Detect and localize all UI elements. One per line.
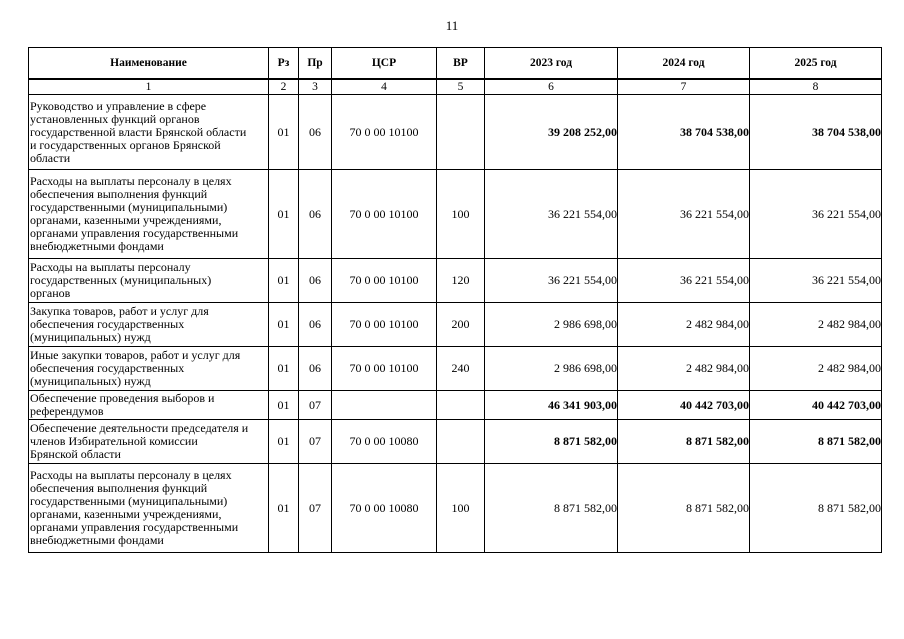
row-pr: 06 xyxy=(299,259,332,303)
row-name-line: области xyxy=(30,150,71,165)
row-name-line: членов Избирательной комиссии xyxy=(30,434,198,448)
row-name-line: Обеспечение проведения выборов и xyxy=(30,391,215,405)
row-vr: 100 xyxy=(437,464,485,553)
row-name-line: Иные закупки товаров, работ и услуг для xyxy=(30,348,241,362)
row-name xyxy=(29,303,269,347)
column-number: 5 xyxy=(437,79,485,95)
column-number: 6 xyxy=(485,79,618,95)
table-row xyxy=(29,464,882,553)
row-name xyxy=(29,464,269,553)
row-name-line: внебюджетными фондами xyxy=(30,239,164,253)
row-rz: 01 xyxy=(269,259,299,303)
row-csr: 70 0 00 10100 xyxy=(332,170,437,259)
row-rz: 01 xyxy=(269,464,299,553)
header-row xyxy=(29,48,882,80)
table-row xyxy=(29,170,882,259)
row-amount-2024: 2 482 984,00 xyxy=(618,303,750,347)
table-row xyxy=(29,420,882,464)
header-2023: 2023 год xyxy=(485,48,618,80)
row-name xyxy=(29,170,269,259)
row-csr xyxy=(332,391,437,420)
budget-table xyxy=(28,47,882,553)
row-pr: 07 xyxy=(299,420,332,464)
column-number: 1 xyxy=(29,79,269,95)
row-amount-2023: 8 871 582,00 xyxy=(485,464,618,553)
row-name-line: референдумов xyxy=(30,404,104,418)
table-row xyxy=(29,391,882,420)
row-pr: 06 xyxy=(299,303,332,347)
row-amount-2024: 36 221 554,00 xyxy=(618,259,750,303)
row-name-line: органами управления государственными xyxy=(30,520,239,534)
row-name-line: Расходы на выплаты персоналу в целях xyxy=(30,174,232,188)
row-name xyxy=(29,391,269,420)
row-name-line: государственными (муниципальными) xyxy=(30,494,228,508)
row-amount-2025: 2 482 984,00 xyxy=(750,303,882,347)
row-pr: 07 xyxy=(299,391,332,420)
header-csr: ЦСР xyxy=(332,48,437,80)
row-csr: 70 0 00 10100 xyxy=(332,303,437,347)
row-vr: 120 xyxy=(437,259,485,303)
table-row xyxy=(29,303,882,347)
row-rz: 01 xyxy=(269,420,299,464)
table-row xyxy=(29,259,882,303)
row-amount-2025: 2 482 984,00 xyxy=(750,347,882,391)
row-amount-2024: 8 871 582,00 xyxy=(618,420,750,464)
row-name-line: Обеспечение деятельности председателя и xyxy=(30,421,249,435)
row-rz: 01 xyxy=(269,170,299,259)
row-name-line: обеспечения государственных xyxy=(30,361,185,375)
row-name-line: обеспечения выполнения функций xyxy=(30,187,208,201)
row-rz: 01 xyxy=(269,347,299,391)
row-name xyxy=(29,95,269,170)
row-amount-2024: 40 442 703,00 xyxy=(618,391,750,420)
row-amount-2024: 36 221 554,00 xyxy=(618,170,750,259)
row-rz: 01 xyxy=(269,303,299,347)
row-name-line: Закупка товаров, работ и услуг для xyxy=(30,304,209,318)
row-name-line: установленных функций органов xyxy=(30,111,200,126)
row-amount-2023: 36 221 554,00 xyxy=(485,170,618,259)
header-pr: Пр xyxy=(299,48,332,80)
header-rz: Рз xyxy=(269,48,299,80)
row-vr xyxy=(437,420,485,464)
row-name-line: Руководство и управление в сфере xyxy=(30,98,207,113)
row-name-line: государственными (муниципальными) xyxy=(30,200,228,214)
row-name-line: обеспечения выполнения функций xyxy=(30,481,208,495)
row-amount-2024: 2 482 984,00 xyxy=(618,347,750,391)
row-name-line: Брянской области xyxy=(30,447,121,461)
column-number: 8 xyxy=(750,79,882,95)
row-amount-2025: 40 442 703,00 xyxy=(750,391,882,420)
column-number: 2 xyxy=(269,79,299,95)
row-name-line: обеспечения государственных xyxy=(30,317,185,331)
column-number-row xyxy=(29,79,882,95)
row-pr: 06 xyxy=(299,170,332,259)
row-csr: 70 0 00 10100 xyxy=(332,259,437,303)
row-name-line: органов xyxy=(30,286,71,300)
row-amount-2025: 36 221 554,00 xyxy=(750,170,882,259)
row-vr: 200 xyxy=(437,303,485,347)
row-name-line: государственной власти Брянской области xyxy=(30,124,247,139)
row-rz: 01 xyxy=(269,391,299,420)
row-name-line: Расходы на выплаты персоналу в целях xyxy=(30,468,232,482)
row-amount-2024: 8 871 582,00 xyxy=(618,464,750,553)
row-amount-2023: 8 871 582,00 xyxy=(485,420,618,464)
row-name-line: (муниципальных) нужд xyxy=(30,330,151,344)
row-amount-2023: 46 341 903,00 xyxy=(485,391,618,420)
row-csr: 70 0 00 10100 xyxy=(332,347,437,391)
row-pr: 06 xyxy=(299,95,332,170)
row-name xyxy=(29,259,269,303)
page-number: 11 xyxy=(445,18,459,33)
row-amount-2023: 2 986 698,00 xyxy=(485,303,618,347)
row-amount-2024: 38 704 538,00 xyxy=(618,95,750,170)
column-number: 4 xyxy=(332,79,437,95)
row-pr: 06 xyxy=(299,347,332,391)
row-amount-2025: 36 221 554,00 xyxy=(750,259,882,303)
header-vr: ВР xyxy=(437,48,485,80)
column-number: 7 xyxy=(618,79,750,95)
table-row xyxy=(29,95,882,170)
table-row xyxy=(29,347,882,391)
row-csr: 70 0 00 10100 xyxy=(332,95,437,170)
column-number: 3 xyxy=(299,79,332,95)
header-2025: 2025 год xyxy=(750,48,882,80)
row-name-line: органами управления государственными xyxy=(30,226,239,240)
row-name-line: органами, казенными учреждениями, xyxy=(30,213,222,227)
row-name-line: внебюджетными фондами xyxy=(30,533,164,547)
row-name-line: и государственных органов Брянской xyxy=(30,137,221,152)
row-amount-2025: 38 704 538,00 xyxy=(750,95,882,170)
row-name-line: государственных (муниципальных) xyxy=(30,273,212,287)
row-rz: 01 xyxy=(269,95,299,170)
row-amount-2023: 39 208 252,00 xyxy=(485,95,618,170)
row-name-line: органами, казенными учреждениями, xyxy=(30,507,222,521)
row-csr: 70 0 00 10080 xyxy=(332,464,437,553)
row-csr: 70 0 00 10080 xyxy=(332,420,437,464)
row-vr: 240 xyxy=(437,347,485,391)
row-name-line: (муниципальных) нужд xyxy=(30,374,151,388)
header-name: Наименование xyxy=(29,48,269,80)
row-amount-2023: 2 986 698,00 xyxy=(485,347,618,391)
row-amount-2023: 36 221 554,00 xyxy=(485,259,618,303)
row-vr xyxy=(437,95,485,170)
row-vr xyxy=(437,391,485,420)
row-name-line: Расходы на выплаты персоналу xyxy=(30,260,191,274)
header-2024: 2024 год xyxy=(618,48,750,80)
row-pr: 07 xyxy=(299,464,332,553)
row-vr: 100 xyxy=(437,170,485,259)
row-name xyxy=(29,420,269,464)
row-name xyxy=(29,347,269,391)
row-amount-2025: 8 871 582,00 xyxy=(750,420,882,464)
row-amount-2025: 8 871 582,00 xyxy=(750,464,882,553)
